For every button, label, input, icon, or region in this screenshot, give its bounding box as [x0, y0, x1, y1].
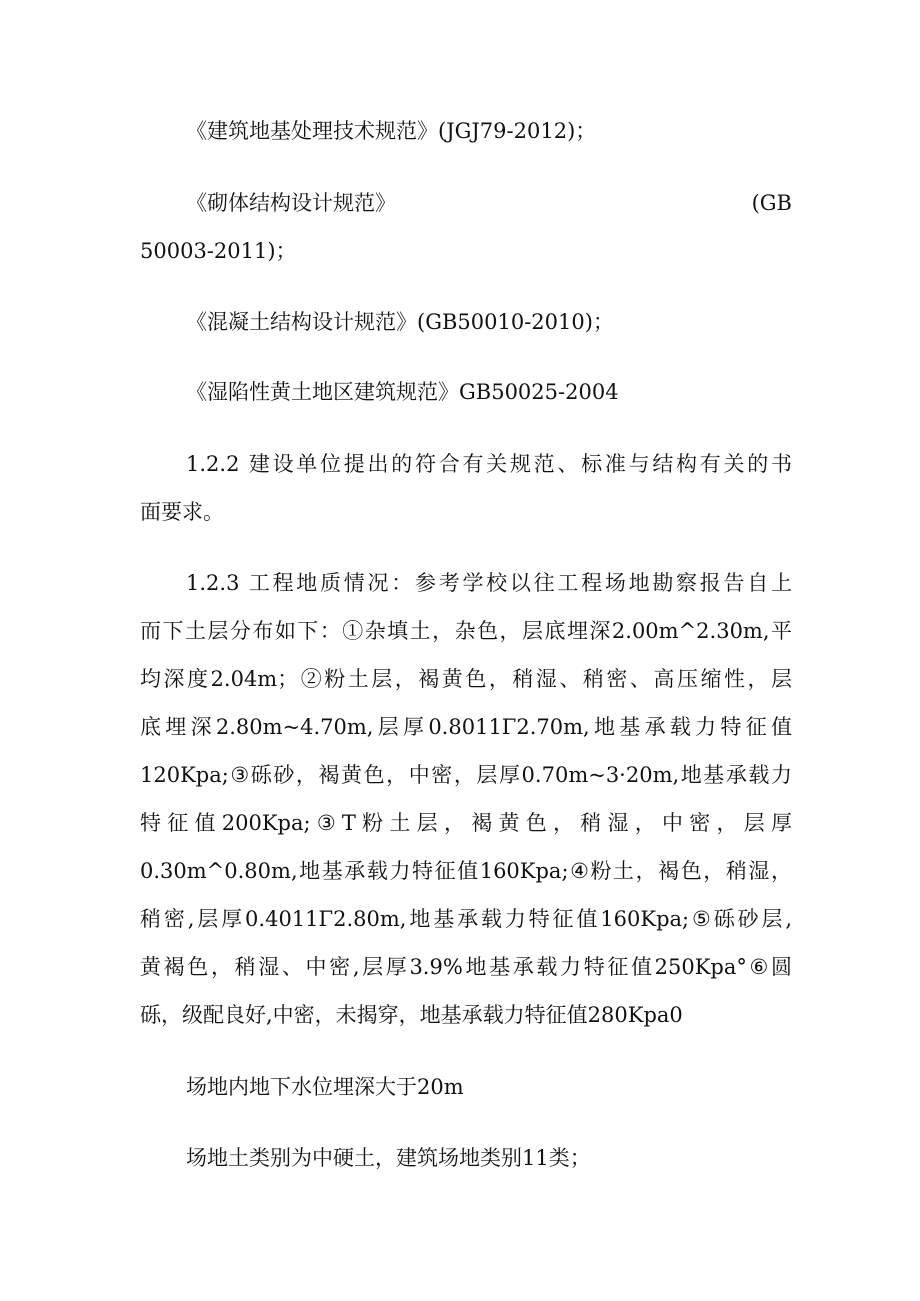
- text-line: 《混凝土结构设计规范》(GB50010-2010)；: [186, 310, 614, 334]
- text-segment: (GB: [751, 191, 792, 215]
- text-line: 《建筑地基处理技术规范》(JGJ79-2012)；: [186, 119, 597, 143]
- text-line: 场地内地下水位埋深大于20m: [186, 1075, 464, 1099]
- text-line: 场地土类别为中硬土，建筑场地类别11类；: [186, 1146, 591, 1170]
- text-line: 面要求。: [140, 500, 224, 524]
- text-line: 稍密,层厚0.4011Γ2.80m,地基承载力特征值160Kpa;⑤砾砂层,: [140, 907, 792, 931]
- text-line: 1.2.2 建设单位提出的符合有关规范、标准与结构有关的书: [186, 452, 792, 476]
- text-segment: 《砌体结构设计规范》: [186, 191, 396, 215]
- text-line: 1.2.3 工程地质情况：参考学校以往工程场地勘察报告自上: [186, 571, 792, 595]
- text-line: 120Kpa;③砾砂，褐黄色，中密，层厚0.70m~3·20m,地基承载力: [140, 763, 792, 787]
- text-line: 特征值200Kpa;③T粉土层，褐黄色，稍湿，中密，层厚: [140, 811, 792, 835]
- text-line: 砾，级配良好,中密，未揭穿，地基承载力特征值280Kpa0: [140, 1003, 683, 1027]
- text-line: 50003-2011)；: [140, 239, 297, 263]
- text-line: 均深度2.04m；②粉土层，褐黄色，稍湿、稍密、高压缩性，层: [140, 667, 792, 691]
- text-line: 0.30m^0.80m,地基承载力特征值160Kpa;④粉土，褐色，稍湿，: [140, 859, 792, 883]
- text-line: 黄褐色，稍湿、中密,层厚3.9%地基承载力特征值250Kpa°⑥圆: [140, 955, 792, 979]
- text-line: 底埋深2.80m~4.70m,层厚0.8011Γ2.70m,地基承载力特征值: [140, 715, 792, 739]
- text-line: [186, 179, 792, 227]
- text-line: 而下土层分布如下：①杂填土，杂色，层底埋深2.00m^2.30m,平: [140, 619, 792, 643]
- text-line: 《湿陷性黄土地区建筑规范》GB50025-2004: [186, 380, 619, 404]
